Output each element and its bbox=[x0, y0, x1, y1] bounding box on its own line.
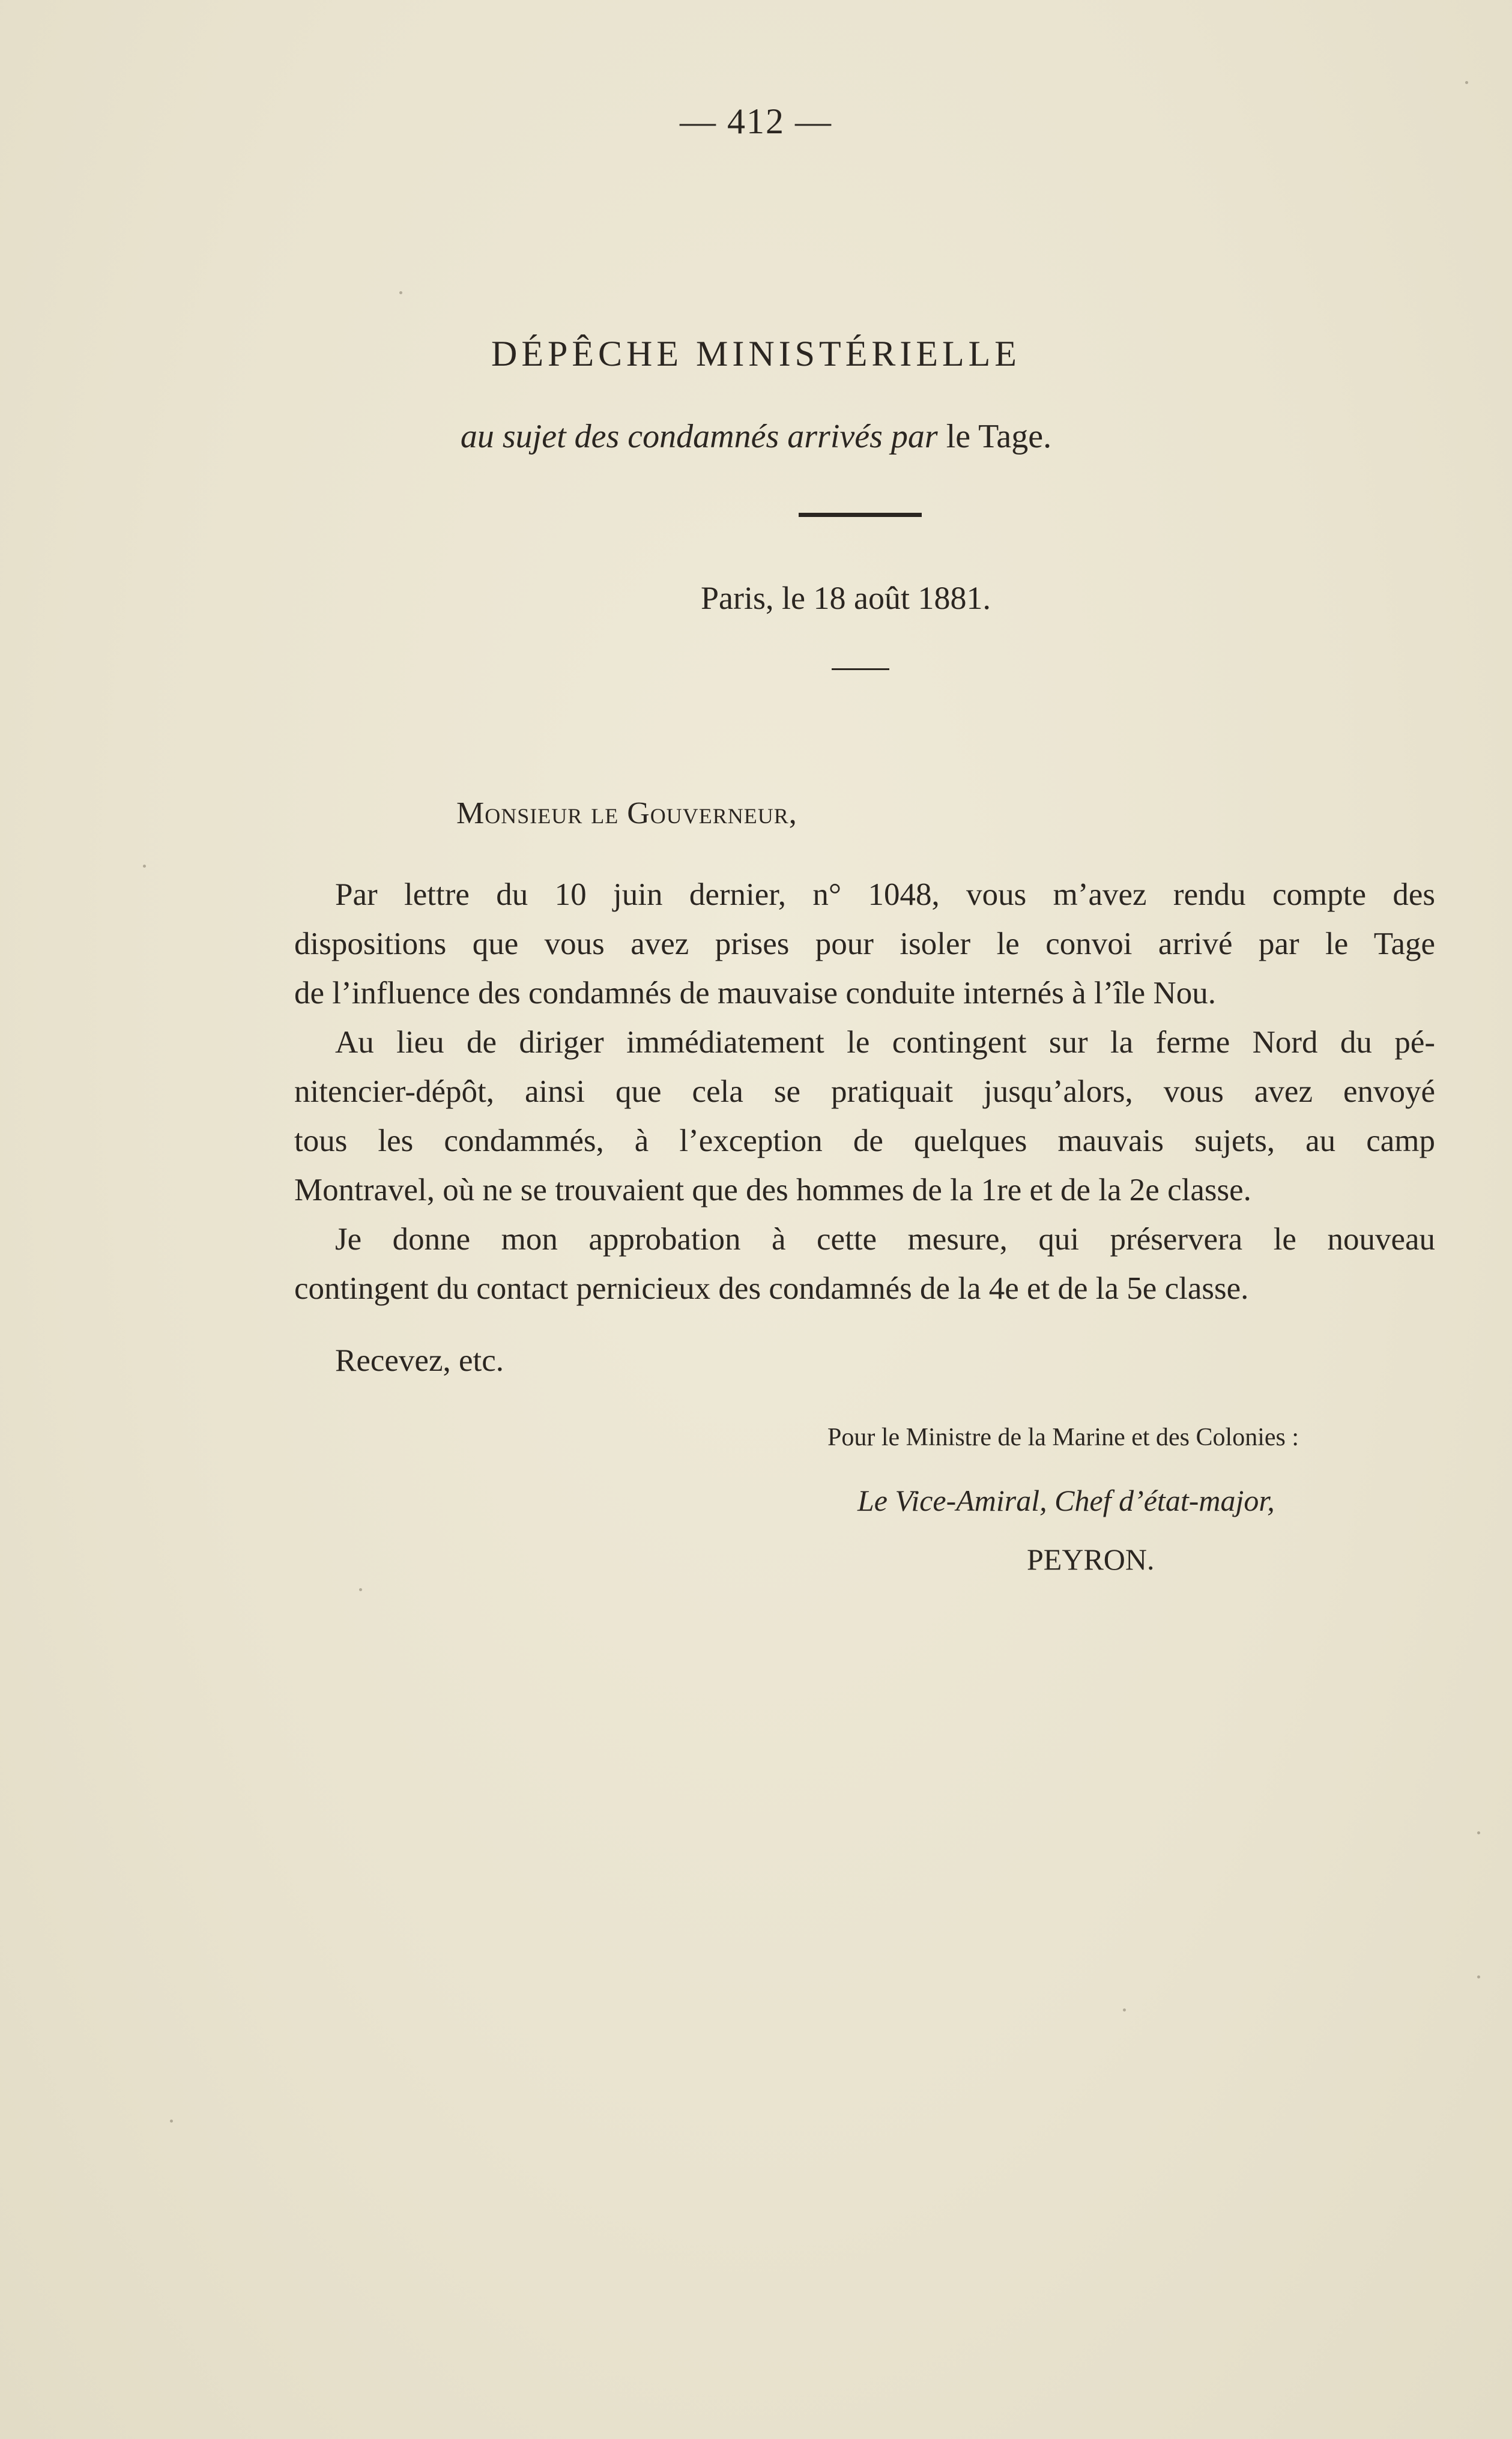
signature-line-1: Pour le Ministre de la Marine et des Colonies : bbox=[827, 1424, 1299, 1451]
paper-speck bbox=[359, 1588, 362, 1591]
paper-speck bbox=[1477, 1975, 1480, 1978]
short-rule bbox=[832, 668, 889, 670]
body-line: nitencier-dépôt, ainsi que cela se pratiquait jusqu’alors, vous avez envoyé bbox=[294, 1074, 1435, 1109]
salutation: Monsieur le Gouverneur, bbox=[456, 796, 797, 830]
body-line: Montravel, où ne se trouvaient que des hommes de la 1re et de la 2e classe. bbox=[294, 1173, 1251, 1207]
paper-speck bbox=[1465, 81, 1468, 84]
paper-speck bbox=[170, 2120, 173, 2123]
body-line: de l’influence des condamnés de mauvaise conduite internés à l’île Nou. bbox=[294, 976, 1216, 1011]
paper-speck bbox=[143, 865, 146, 868]
paper-speck bbox=[1123, 2008, 1126, 2011]
subtitle-italic: au sujet des condamnés arrivés par bbox=[460, 418, 938, 455]
body-line: Au lieu de diriger immédiatement le contingent sur la ferme Nord du pé- bbox=[335, 1025, 1435, 1060]
body-line: tous les condammés, à l’exception de quelques mauvais sujets, au camp bbox=[294, 1123, 1435, 1158]
closing-line: Recevez, etc. bbox=[335, 1343, 504, 1378]
page-number: — 412 — bbox=[680, 101, 832, 141]
body-line: contingent du contact pernicieux des condamnés de la 4e et de la 5e classe. bbox=[294, 1271, 1249, 1306]
body-line: Par lettre du 10 juin dernier, n° 1048, vous m’avez rendu compte des bbox=[335, 877, 1435, 912]
section-rule bbox=[799, 513, 922, 517]
document-subtitle bbox=[0, 417, 1512, 456]
signature-line-2: Le Vice-Amiral, Chef d’état-major, bbox=[857, 1484, 1275, 1517]
signature-name: PEYRON. bbox=[1027, 1543, 1155, 1576]
paper-speck bbox=[399, 291, 402, 294]
paper-speck bbox=[1477, 1831, 1480, 1834]
document-title: DÉPÊCHE MINISTÉRIELLE bbox=[491, 334, 1021, 373]
body-line: Je donne mon approbation à cette mesure, qui préservera le nouveau bbox=[335, 1222, 1435, 1257]
subtitle-roman: le Tage. bbox=[937, 418, 1052, 455]
dateline: Paris, le 18 août 1881. bbox=[701, 580, 991, 616]
body-line: dispositions que vous avez prises pour isoler le convoi arrivé par le Tage bbox=[294, 926, 1435, 961]
